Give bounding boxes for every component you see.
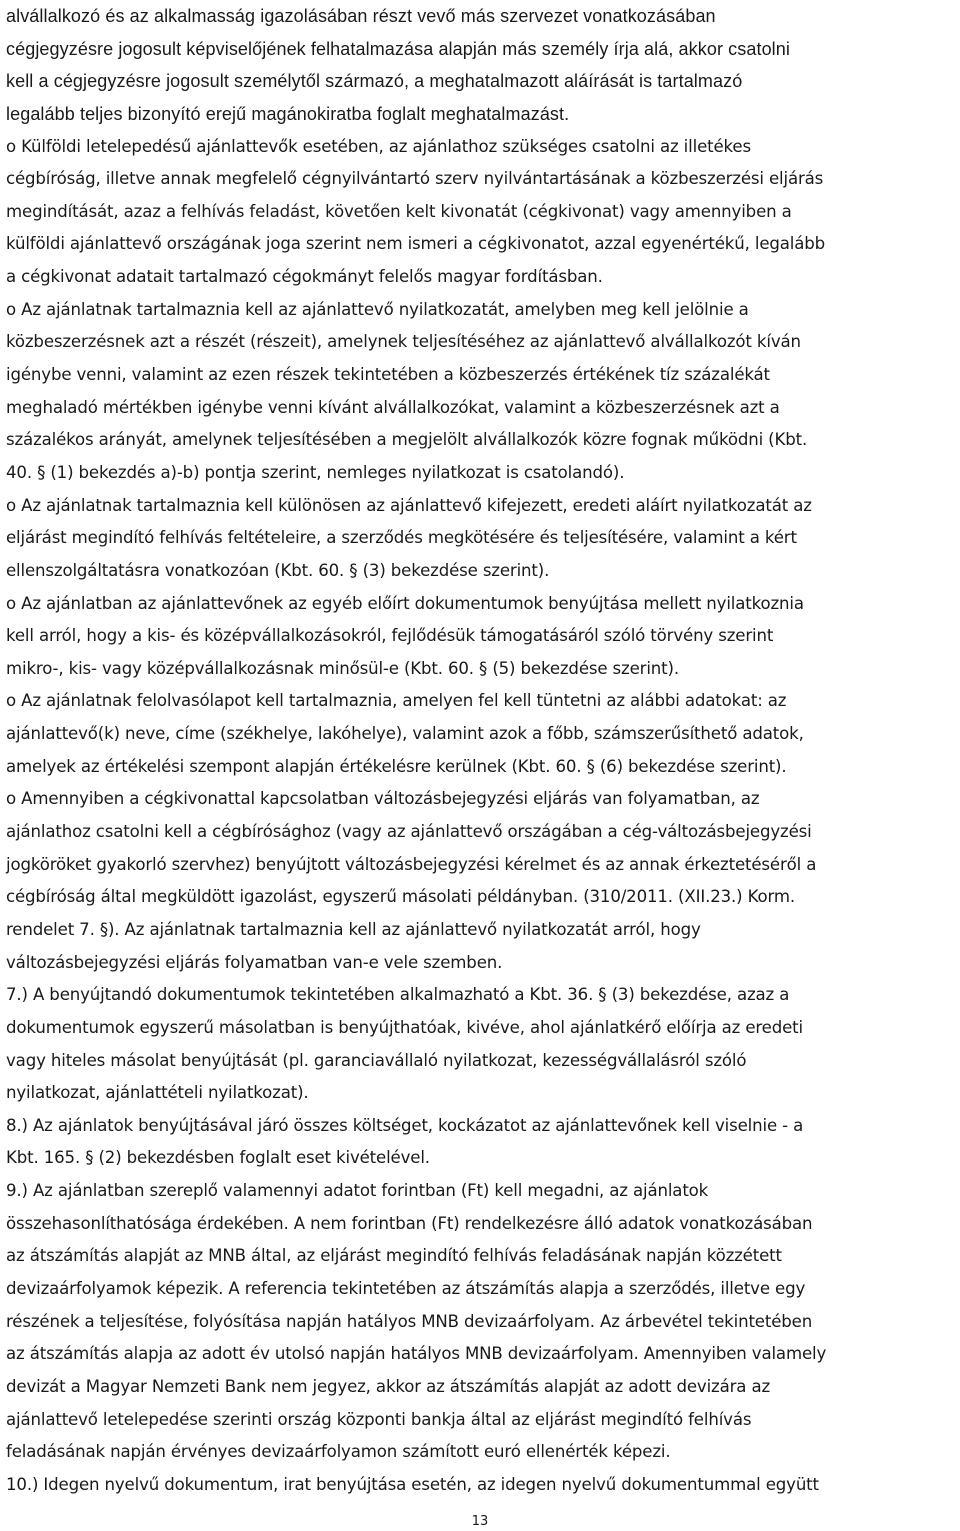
text-line: kell arról, hogy a kis- és középvállalkozásokról, fejlődésük támogatásáról szóló törvény szerint [6,626,774,646]
text-line: dokumentumok egyszerű másolatban is benyújthatóak, kivéve, ahol ajánlatkérő előírja az eredeti [6,1017,804,1037]
text-line: vagy hiteles másolat benyújtását (pl. garanciavállaló nyilatkozat, kezességvállalásról szóló [6,1050,747,1070]
text-line: ellenszolgáltatásra vonatkozóan (Kbt. 60. § (3) bekezdése szerint). [6,560,550,580]
text-line: ajánlattevő(k) neve, címe (székhelye, lakóhelye), valamint azok a főbb, számszerűsíthető adatok, [6,724,804,744]
text-line: cégbíróság, illetve annak megfelelő cégnyilvántartó szerv nyilvántartásának a közbeszerzési eljárás [6,169,824,189]
text-line: o Az ajánlatnak tartalmaznia kell az ajánlattevő nyilatkozatát, amelyben meg kell jelölnie a [6,299,749,319]
text-line: részének a teljesítése, folyósítása napján hatályos MNB devizaárfolyam. Az árbevétel tekintetében [6,1311,813,1331]
text-line: mikro-, kis- vagy középvállalkozásnak minősül-e (Kbt. 60. § (5) bekezdése szerint). [6,658,679,678]
text-line: rendelet 7. §). Az ajánlatnak tartalmaznia kell az ajánlattevő nyilatkozatát arról, hogy [6,919,701,939]
document-body [6,0,956,1501]
text-line: eljárást megindító felhívás feltételeire, a szerződés megkötésére és teljesítésére, valamint a kért [6,528,797,548]
text-line: az átszámítás alapját az MNB által, az eljárást megindító felhívás feladásának napján közzétett [6,1246,782,1266]
text-line: a cégkivonat adatait tartalmazó cégokmányt felelős magyar fordításban. [6,267,603,287]
text-line: cégbíróság által megküldött igazolást, egyszerű másolati példányban. (310/2011. (XII.23.) Korm. [6,887,796,907]
text-line: 7.) A benyújtandó dokumentumok tekintetében alkalmazható a Kbt. 36. § (3) bekezdése, azaz a [6,985,790,1005]
text-line: devizát a Magyar Nemzeti Bank nem jegyez, akkor az átszámítás alapját az adott devizára az [6,1376,771,1396]
text-line: az átszámítás alapja az adott év utolsó napján hatályos MNB devizaárfolyam. Amennyiben valamely [6,1344,827,1364]
text-line: amelyek az értékelési szempont alapján értékelésre kerülnek (Kbt. 60. § (6) bekezdése szerint). [6,756,787,776]
text-line: 8.) Az ajánlatok benyújtásával járó összes költséget, kockázatot az ajánlattevőnek kell viselnie - a [6,1115,804,1135]
text-line: közbeszerzésnek azt a részét (részeit), amelynek teljesítéséhez az ajánlattevő alvállalkozót kíván [6,332,801,352]
text-line: alvállalkozó és az alkalmasság igazolásában részt vevő más szervezet vonatkozásában [6,6,716,26]
text-line: megindítását, azaz a felhívás feladást, követően kelt kivonatát (cégkivonat) vagy amennyiben a [6,201,792,221]
text-line: jogköröket gyakorló szervhez) benyújtott változásbejegyzési kérelmet és az annak érkeztetéséről a [6,854,817,874]
text-line: devizaárfolyamok képezik. A referencia tekintetében az átszámítás alapja a szerződés, illetve egy [6,1278,806,1298]
page-number: 13 [471,1514,489,1529]
text-line: o Az ajánlatban az ajánlattevőnek az egyéb előírt dokumentumok benyújtása mellett nyilatkoznia [6,593,804,613]
text-line: legalább teljes bizonyító erejű magánokiratba foglalt meghatalmazást. [6,103,570,124]
text-line: ajánlathoz csatolni kell a cégbírósághoz (vagy az ajánlattevő országában a cég-változásbejegyzési [6,822,812,842]
document-page [6,0,956,1501]
text-line: százalékos arányát, amelynek teljesítésében a megjelölt alvállalkozók közre fognak működni (Kbt. [6,430,808,450]
text-line: o Az ajánlatnak tartalmaznia kell különösen az ajánlattevő kifejezett, eredeti aláírt nyilatkozatát az [6,495,812,515]
text-line: 9.) Az ajánlatban szereplő valamennyi adatot forintban (Ft) kell megadni, az ajánlatok [6,1181,709,1201]
text-line: o Külföldi letelepedésű ajánlattevők esetében, az ajánlathoz szükséges csatolni az illetékes [6,136,751,156]
text-line: cégjegyzésre jogosult képviselőjének felhatalmazása alapján más személy írja alá, akkor csatolni [6,38,790,59]
text-line: meghaladó mértékben igénybe venni kívánt alvállalkozókat, valamint a közbeszerzésnek azt a [6,397,780,417]
text-line: nyilatkozat, ajánlattételi nyilatkozat). [6,1083,309,1103]
text-line: ajánlattevő letelepedése szerinti ország központi bankja által az eljárást megindító felhívás [6,1409,752,1429]
text-line: kell a cégjegyzésre jogosult személytől származó, a meghatalmazott aláírását is tartalmazó [6,71,743,92]
text-line: 10.) Idegen nyelvű dokumentum, irat benyújtása esetén, az idegen nyelvű dokumentummal együtt [6,1474,819,1494]
text-line: 40. § (1) bekezdés a)-b) pontja szerint, nemleges nyilatkozat is csatolandó). [6,462,625,482]
text-line: igénybe venni, valamint az ezen részek tekintetében a közbeszerzés értékének tíz százalékát [6,365,770,385]
text-line: o Az ajánlatnak felolvasólapot kell tartalmaznia, amelyen fel kell tüntetni az alábbi adatokat: az [6,691,787,711]
text-line: Kbt. 165. § (2) bekezdésben foglalt eset kivételével. [6,1148,430,1168]
text-line: változásbejegyzési eljárás folyamatban van-e vele szemben. [6,952,503,972]
text-line: külföldi ajánlattevő országának joga szerint nem ismeri a cégkivonatot, azzal egyenértékű, legalább [6,234,826,254]
text-line: o Amennyiben a cégkivonattal kapcsolatban változásbejegyzési eljárás van folyamatban, az [6,789,760,809]
text-line: összehasonlíthatósága érdekében. A nem forintban (Ft) rendelkezésre álló adatok vonatkozásában [6,1213,813,1233]
text-line: feladásának napján érvényes devizaárfolyamon számított euró ellenérték képezi. [6,1442,671,1462]
